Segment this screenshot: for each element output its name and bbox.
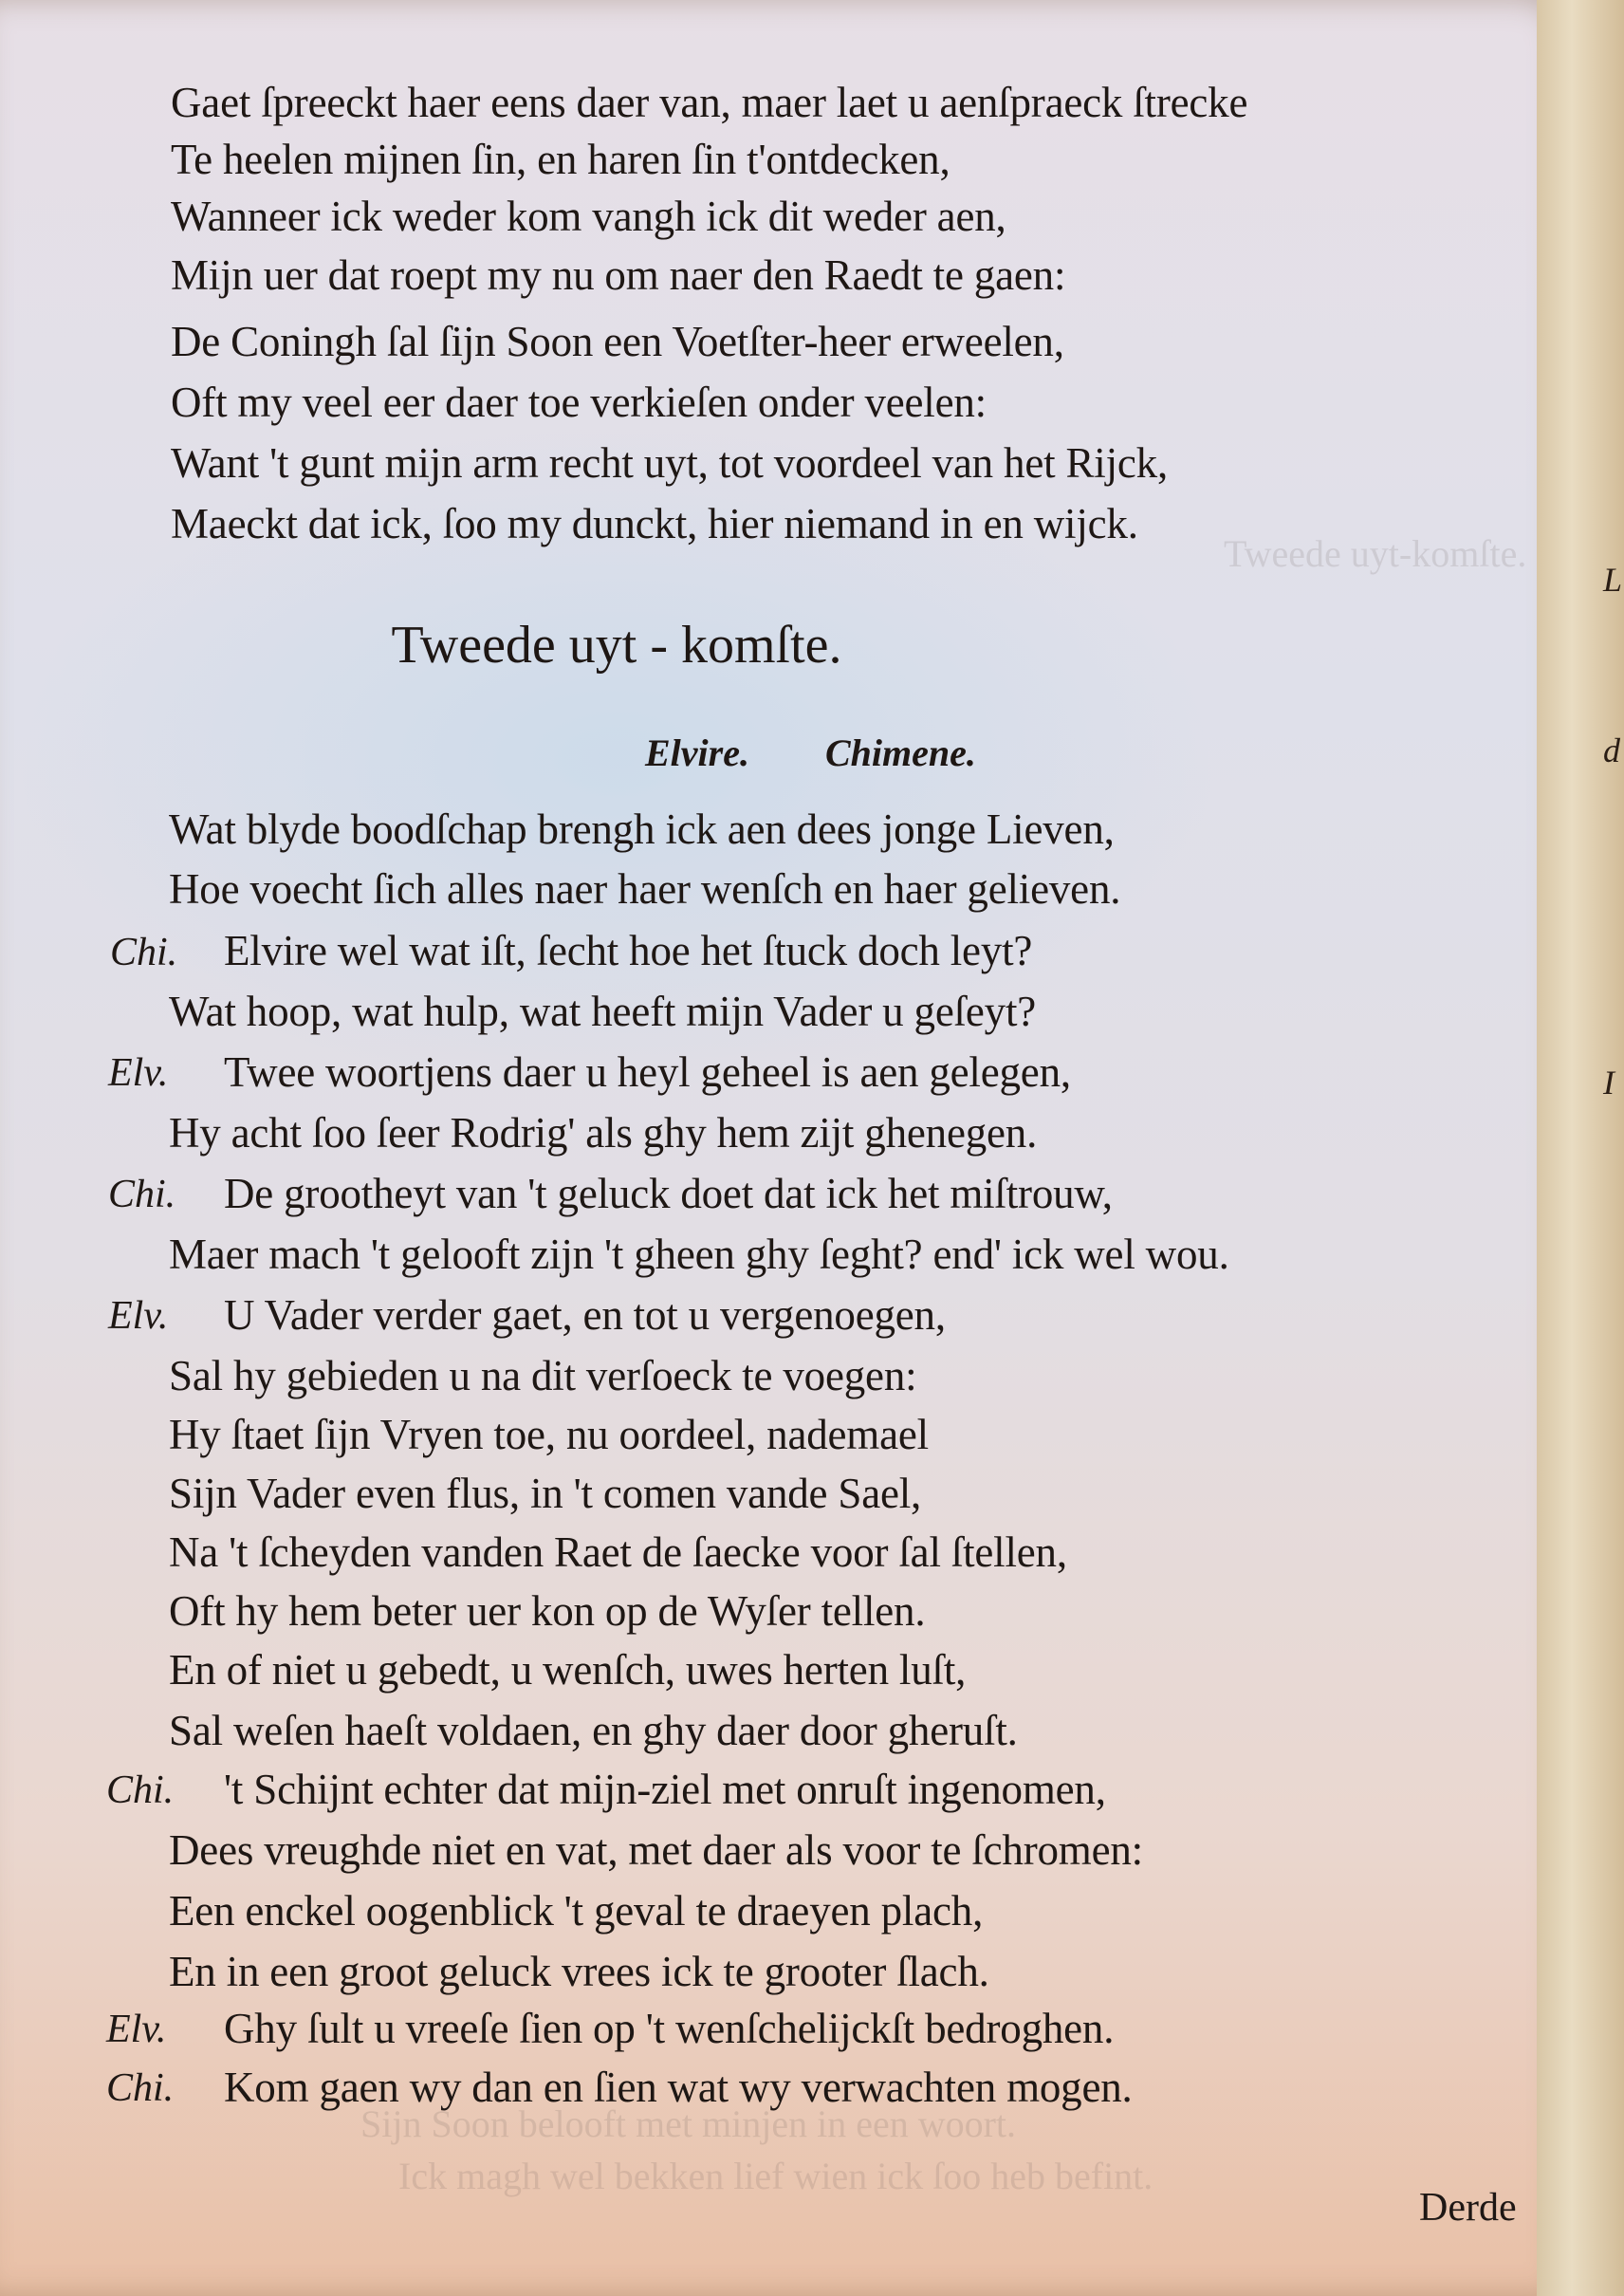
speaker-label: Chi.: [106, 2066, 175, 2110]
scene-title: Tweede uyt - komſte.: [391, 616, 842, 675]
character-name: Chimene.: [824, 731, 976, 774]
verse-line: Na 't ſcheyden vanden Raet de ſaecke voor ſal ſtellen,: [169, 1528, 1067, 1576]
verse-line: Hy ſtaet ſijn Vryen toe, nu oordeel, nademael: [169, 1411, 929, 1458]
verse-line: Wanneer ick weder kom vangh ick dit weder aen,: [171, 193, 1006, 240]
verse-line: Hoe voecht ſich alles naer haer wenſch en haer gelieven.: [169, 865, 1121, 913]
verse-line: Oft hy hem beter uer kon op de Wyſer tellen.: [169, 1587, 926, 1635]
speaker-label: Elv.: [108, 1294, 169, 1338]
verse-line: Oft my veel eer daer toe verkieſen onder veelen:: [171, 379, 987, 426]
verse-line: Sal weſen haeſt voldaen, en ghy daer door gheruſt.: [169, 1707, 1018, 1754]
verse-line: Maeckt dat ick, ſoo my dunckt, hier niemand in en wijck.: [171, 500, 1138, 547]
bleed-through-text: Tweede uyt-komſte.: [1224, 532, 1527, 575]
bleed-through-text: Ick magh wel bekken lief wien ick ſoo heb befint.: [398, 2155, 1153, 2197]
verse-line: Te heelen mijnen ſin, en haren ſin t'ontdecken,: [171, 136, 950, 183]
verse-line: En of niet u gebedt, u wenſch, uwes herten luſt,: [169, 1646, 967, 1694]
verse-line: Ghy ſult u vreeſe ſien op 't wenſchelijckſt bedroghen.: [224, 2005, 1115, 2052]
verse-line: Sijn Vader even flus, in 't comen vande Sael,: [169, 1470, 922, 1517]
facing-page-letter: d: [1603, 731, 1620, 769]
verse-line: Dees vreughde niet en vat, met daer als voor te ſchromen:: [169, 1826, 1143, 1874]
verse-line: Wat hoop, wat hulp, wat heeft mijn Vader u geſeyt?: [169, 988, 1037, 1035]
verse-line: Kom gaen wy dan en ſien wat wy verwachten mogen.: [224, 2064, 1133, 2111]
verse-line: Gaet ſpreeckt haer eens daer van, maer laet u aenſpraeck ſtrecke: [171, 79, 1248, 126]
character-list: [645, 731, 976, 775]
speaker-label: Chi.: [110, 931, 178, 974]
verse-line: De Coningh ſal ſijn Soon een Voetſter-heer erweelen,: [171, 318, 1064, 365]
verse-line: Een enckel oogenblick 't geval te draeyen plach,: [169, 1887, 984, 1935]
verse-line: Mijn uer dat roept my nu om naer den Raedt te gaen:: [171, 251, 1066, 299]
verse-line: Want 't gunt mijn arm recht uyt, tot voordeel van het Rijck,: [171, 439, 1168, 487]
catchword: Derde: [1419, 2186, 1517, 2230]
character-name: Elvire.: [645, 731, 749, 774]
verse-line: Maer mach 't gelooft zijn 't gheen ghy ſeght? end' ick wel wou.: [169, 1231, 1229, 1278]
verse-line: Wat blyde boodſchap brengh ick aen dees jonge Lieven,: [169, 805, 1115, 853]
speaker-label: Chi.: [106, 1768, 175, 1812]
verse-line: En in een groot geluck vrees ick te grooter ſlach.: [169, 1948, 989, 1995]
verse-line: Twee woortjens daer u heyl geheel is aen gelegen,: [224, 1048, 1071, 1096]
verse-line: Sal hy gebieden u na dit verſoeck te voegen:: [169, 1352, 917, 1399]
verse-line: Hy acht ſoo ſeer Rodrig' als ghy hem zijt ghenegen.: [169, 1109, 1038, 1157]
facing-page-letter: L: [1603, 561, 1623, 599]
verse-line: De grootheyt van 't geluck doet dat ick het miſtrouw,: [224, 1170, 1113, 1217]
verse-line: 't Schijnt echter dat mijn-ziel met onruſt ingenomen,: [224, 1766, 1106, 1813]
speaker-label: Elv.: [108, 1051, 169, 1095]
speaker-label: Chi.: [108, 1173, 176, 1216]
verse-line: U Vader verder gaet, en tot u vergenoegen,: [224, 1291, 946, 1339]
facing-page-letter: I: [1603, 1064, 1615, 1102]
verse-line: Elvire wel wat iſt, ſecht hoe het ſtuck doch leyt?: [224, 927, 1033, 974]
bleed-through-text: Sijn Soon belooft met minjen in een woort.: [360, 2102, 1017, 2145]
speaker-label: Elv.: [106, 2008, 167, 2051]
facing-page-edge: [1537, 0, 1624, 2296]
